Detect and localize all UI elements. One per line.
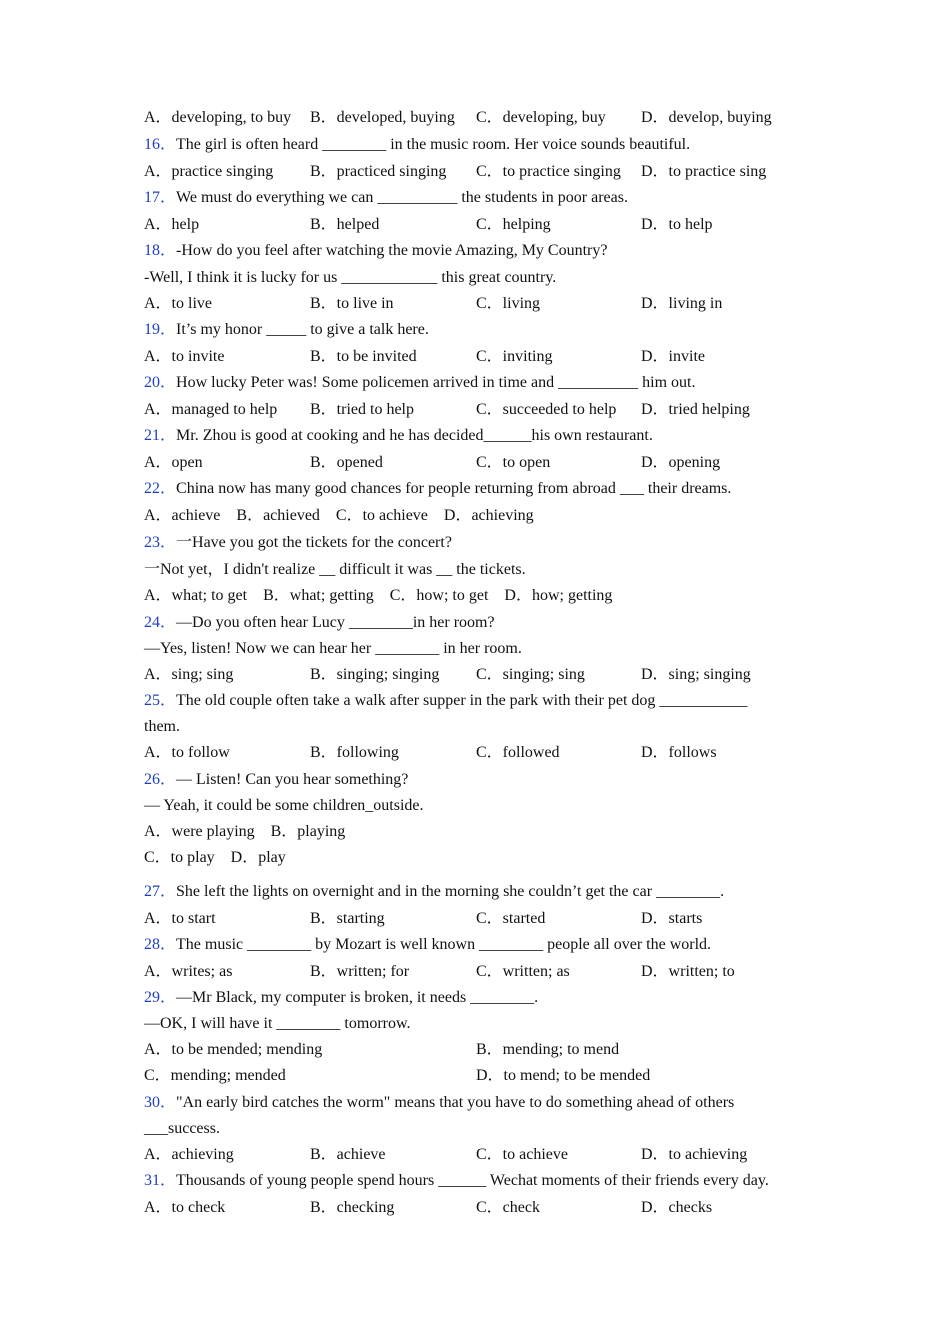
question-number: 28． (144, 936, 177, 953)
question-text: We must do everything we can __________ the students in poor areas. (176, 189, 628, 206)
question-line (144, 613, 495, 633)
answer-option: A．developing, to buy (144, 109, 292, 126)
question-number: 24． (144, 614, 177, 631)
answer-option: A．to live (144, 295, 212, 312)
question-line (144, 1093, 734, 1113)
question-number: 30． (144, 1094, 177, 1111)
question-text: —Mr Black, my computer is broken, it needs ________. (176, 989, 539, 1006)
answer-option: B．written; for (310, 963, 410, 980)
text-line: -Well, I think it is lucky for us ____________ this great country. (144, 269, 557, 286)
question-line (144, 479, 731, 499)
answer-option: A．open (144, 454, 203, 471)
question-text: —Do you often hear Lucy ________in her room? (176, 614, 495, 631)
question-text: 一Have you got the tickets for the concert? (176, 534, 452, 551)
question-text: — Listen! Can you hear something? (176, 771, 409, 788)
answer-option: C．to practice singing (476, 163, 621, 180)
question-text: It’s my honor _____ to give a talk here. (176, 321, 429, 338)
question-line (144, 691, 747, 711)
question-text: She left the lights on overnight and in the morning she couldn’t get the car ________. (176, 883, 725, 900)
question-text: Thousands of young people spend hours ______ Wechat moments of their friends every day. (176, 1172, 769, 1189)
answer-option: B．mending; to mend (476, 1041, 620, 1058)
text-line: —Yes, listen! Now we can hear her ________ in her room. (144, 640, 522, 657)
question-number: 29． (144, 989, 177, 1006)
answer-option: D．invite (641, 348, 705, 365)
answer-option: B．to live in (310, 295, 394, 312)
answer-option: B．practiced singing (310, 163, 447, 180)
answer-option: D．checks (641, 1199, 713, 1216)
text-line: A．were playing B．playing (144, 823, 346, 840)
answer-option: B．to be invited (310, 348, 417, 365)
text-line: A．what; to get B．what; getting C．how; to get D．how; getting (144, 587, 613, 604)
answer-option: C．mending; mended (144, 1067, 286, 1084)
answer-option: C．succeeded to help (476, 401, 617, 418)
answer-option: B．helped (310, 216, 380, 233)
answer-option: C．singing; sing (476, 666, 585, 683)
answer-option: D．tried helping (641, 401, 750, 418)
answer-option: D．follows (641, 744, 717, 761)
question-number: 19． (144, 321, 177, 338)
text-line: 一Not yet，I didn't realize __ difficult it was __ the tickets. (144, 561, 526, 578)
answer-option: C．to open (476, 454, 551, 471)
text-line: — Yeah, it could be some children_outside. (144, 797, 424, 814)
answer-option: C．inviting (476, 348, 553, 365)
answer-option: A．to start (144, 910, 216, 927)
answer-option: D．written; to (641, 963, 735, 980)
question-line (144, 373, 695, 393)
answer-option: C．helping (476, 216, 551, 233)
question-number: 17． (144, 189, 177, 206)
text-line: A．achieve B．achieved C．to achieve D．achieving (144, 507, 534, 524)
question-line (144, 320, 429, 340)
answer-option: D．to mend; to be mended (476, 1067, 651, 1084)
answer-option: A．sing; sing (144, 666, 234, 683)
answer-option: C．started (476, 910, 546, 927)
answer-option: A．help (144, 216, 200, 233)
answer-option: A．practice singing (144, 163, 274, 180)
text-line: ___success. (144, 1120, 220, 1137)
question-number: 21． (144, 427, 177, 444)
answer-option: D．sing; singing (641, 666, 751, 683)
question-text: Mr. Zhou is good at cooking and he has decided______his own restaurant. (176, 427, 653, 444)
answer-option: B．checking (310, 1199, 395, 1216)
question-line (144, 882, 724, 902)
answer-option: A．to follow (144, 744, 230, 761)
question-line (144, 135, 690, 155)
answer-option: D．opening (641, 454, 721, 471)
answer-option: D．living in (641, 295, 723, 312)
question-number: 22． (144, 480, 177, 497)
question-number: 31． (144, 1172, 177, 1189)
answer-option: B．following (310, 744, 399, 761)
answer-option: D．to achieving (641, 1146, 748, 1163)
answer-option: D．develop, buying (641, 109, 772, 126)
question-text: -How do you feel after watching the movie Amazing, My Country? (176, 242, 608, 259)
question-number: 18． (144, 242, 177, 259)
answer-option: B．developed, buying (310, 109, 455, 126)
question-line (144, 241, 607, 261)
question-line (144, 188, 628, 208)
question-number: 25． (144, 692, 177, 709)
answer-option: D．to help (641, 216, 713, 233)
question-text: "An early bird catches the worm" means that you have to do something ahead of others (176, 1094, 735, 1111)
question-text: The old couple often take a walk after supper in the park with their pet dog ___________ (176, 692, 748, 709)
question-number: 27． (144, 883, 177, 900)
question-line (144, 770, 408, 790)
answer-option: B．tried to help (310, 401, 414, 418)
answer-option: C．developing, buy (476, 109, 606, 126)
answer-option: A．managed to help (144, 401, 278, 418)
question-number: 16． (144, 136, 177, 153)
answer-option: C．written; as (476, 963, 570, 980)
text-line: them. (144, 718, 180, 735)
answer-option: A．to check (144, 1199, 226, 1216)
question-line (144, 1171, 769, 1191)
answer-option: C．living (476, 295, 541, 312)
answer-option: C．to achieve (476, 1146, 568, 1163)
answer-option: A．to be mended; mending (144, 1041, 323, 1058)
question-text: China now has many good chances for people returning from abroad ___ their dreams. (176, 480, 732, 497)
question-line (144, 935, 711, 955)
question-number: 23． (144, 534, 177, 551)
text-line: C．to play D．play (144, 849, 286, 866)
answer-option: C．followed (476, 744, 560, 761)
answer-option: A．to invite (144, 348, 225, 365)
answer-option: B．opened (310, 454, 383, 471)
question-number: 26． (144, 771, 177, 788)
answer-option: A．writes; as (144, 963, 233, 980)
question-line (144, 426, 653, 446)
question-number: 20． (144, 374, 177, 391)
answer-option: B．achieve (310, 1146, 386, 1163)
answer-option: A．achieving (144, 1146, 234, 1163)
answer-option: D．to practice sing (641, 163, 767, 180)
question-text: The girl is often heard ________ in the music room. Her voice sounds beautiful. (176, 136, 691, 153)
answer-option: D．starts (641, 910, 703, 927)
question-text: How lucky Peter was! Some policemen arrived in time and __________ him out. (176, 374, 696, 391)
question-text: The music ________ by Mozart is well known ________ people all over the world. (176, 936, 712, 953)
question-line (144, 533, 452, 553)
answer-option: C．check (476, 1199, 540, 1216)
text-line: —OK, I will have it ________ tomorrow. (144, 1015, 411, 1032)
answer-option: B．starting (310, 910, 385, 927)
answer-option: B．singing; singing (310, 666, 440, 683)
question-line (144, 988, 538, 1008)
